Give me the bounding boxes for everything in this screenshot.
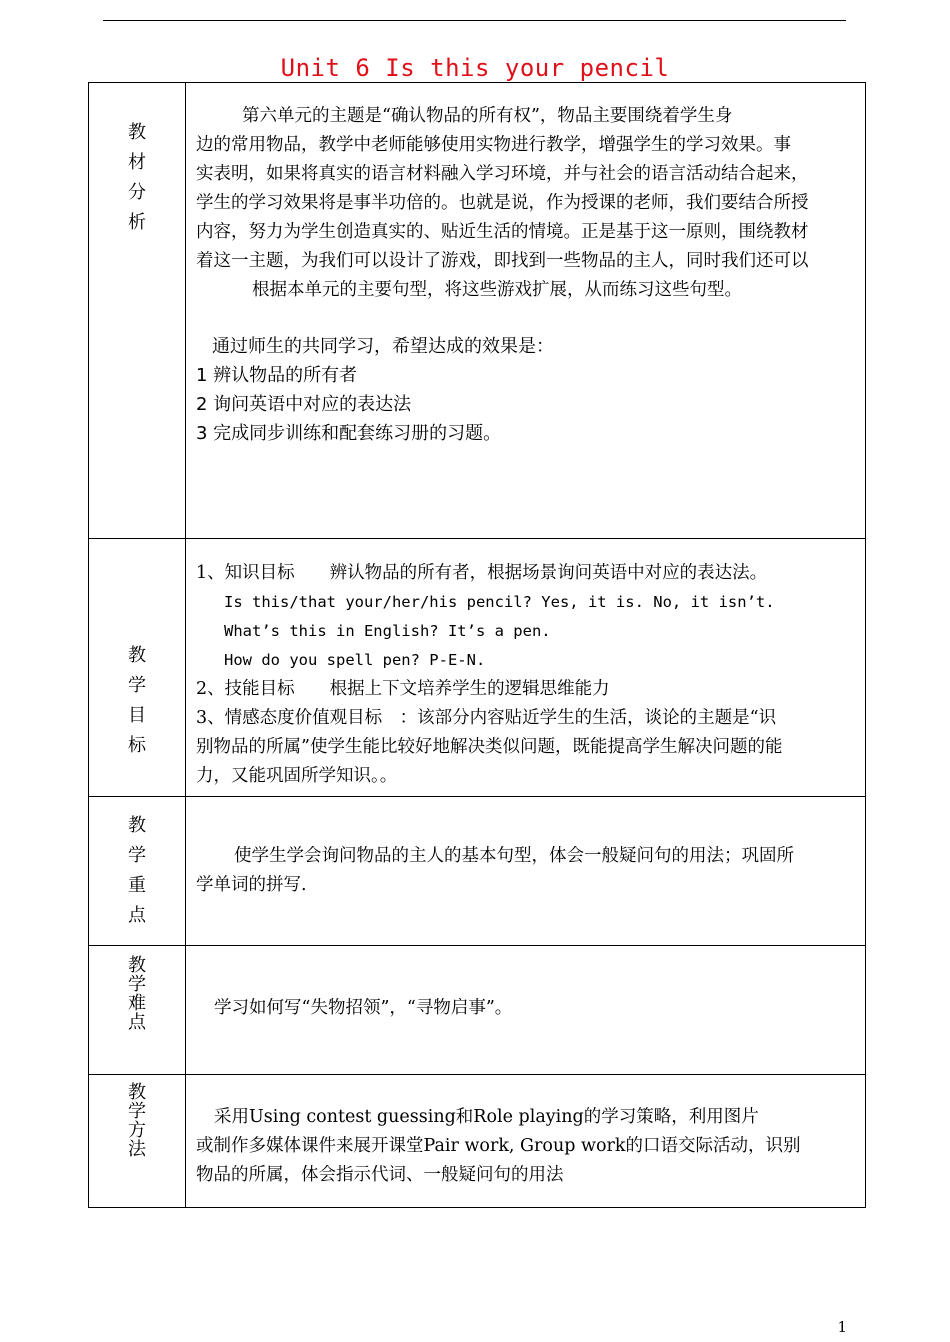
goal-item: 1 辨认物品的所有者 — [196, 365, 358, 386]
analysis-text — [186, 83, 865, 448]
label-cell-methods — [89, 1075, 186, 1208]
example-sentence: What’s this in English? It’s a pen. — [224, 622, 551, 640]
analysis-line: 着这一主题，为我们可以设计了游戏，即找到一些物品的主人，同时我们还可以 — [196, 251, 809, 271]
goal-item: 2 询问英语中对应的表达法 — [196, 394, 412, 415]
analysis-line: 边的常用物品，教学中老师能够使用实物进行教学，增强学生的学习效果。事 — [196, 135, 791, 155]
goals-intro: 通过师生的共同学习，希望达成的效果是： — [212, 336, 554, 357]
goal-item: 3 完成同步训练和配套练习册的习题。 — [196, 423, 502, 444]
label-cell-objectives — [89, 539, 186, 797]
body-cell-methods — [186, 1075, 866, 1208]
label-cell-analysis — [89, 83, 186, 539]
methods-line: 或制作多媒体课件来展开课堂Pair work, Group work的口语交际活动，识别 — [196, 1136, 801, 1156]
analysis-line: 实表明，如果将真实的语言材料融入学习环境，并与社会的语言活动结合起来， — [196, 164, 809, 184]
example-sentence: Is this/that your/her/his pencil? Yes, it is. No, it isn’t. — [224, 593, 775, 611]
key-points-line: 使学生学会询问物品的主人的基本句型，体会一般疑问句的用法；巩固所 — [234, 846, 794, 866]
page-number: 1 — [837, 1318, 847, 1336]
row-label-analysis: 教 材 分 析 — [128, 122, 146, 233]
header-rule — [103, 20, 846, 21]
label-cell-key-points — [89, 797, 186, 946]
key-points-line: 学单词的拼写. — [196, 875, 307, 895]
attitude-objective-line: 力，又能巩固所学知识。。 — [196, 766, 398, 786]
lesson-plan-table — [88, 82, 866, 1208]
goals-block — [196, 332, 857, 448]
row-key-points — [89, 797, 866, 946]
row-teaching-objectives — [89, 539, 866, 797]
body-cell-key-points — [186, 797, 866, 946]
label-cell-difficulties — [89, 946, 186, 1075]
methods-text — [186, 1075, 865, 1190]
row-teaching-methods — [89, 1075, 866, 1208]
methods-line: 物品的所属，体会指示代词、一般疑问句的用法 — [196, 1165, 564, 1185]
analysis-line: 第六单元的主题是“确认物品的所有权”，物品主要围绕着学生身 — [242, 106, 733, 126]
body-cell-difficulties — [186, 946, 866, 1075]
objectives-text — [186, 539, 865, 791]
difficulties-text — [186, 946, 865, 1023]
row-textbook-analysis — [89, 83, 866, 539]
methods-line: 采用Using contest guessing和Role playing的学习策略，利用图片 — [214, 1107, 759, 1127]
row-label-key-points: 教 学 重 点 — [128, 815, 146, 926]
row-label-objectives: 教 学 目 标 — [128, 645, 146, 756]
knowledge-objective: 1、知识目标 辨认物品的所有者，根据场景询问英语中对应的表达法。 — [196, 563, 768, 583]
row-label-methods: 教 学 方 法 — [128, 1082, 146, 1160]
body-cell-objectives — [186, 539, 866, 797]
page-title: Unit 6 Is this your pencil — [280, 54, 670, 82]
body-cell-analysis — [186, 83, 866, 539]
analysis-line: 根据本单元的主要句型，将这些游戏扩展，从而练习这些句型。 — [252, 280, 742, 300]
attitude-objective-line: 3、情感态度价值观目标 ：该部分内容贴近学生的生活，谈论的主题是“识 — [196, 708, 777, 728]
analysis-line: 学生的学习效果将是事半功倍的。也就是说，作为授课的老师，我们要结合所授 — [196, 193, 809, 213]
attitude-objective-line: 别物品的所属”使学生能比较好地解决类似问题，既能提高学生解决问题的能 — [196, 737, 783, 757]
skills-objective: 2、技能目标 根据上下文培养学生的逻辑思维能力 — [196, 679, 610, 699]
example-sentence: How do you spell pen? P-E-N. — [224, 651, 486, 669]
analysis-line: 内容，努力为学生创造真实的、贴近生活的情境。正是基于这一原则，围绕教材 — [196, 222, 809, 242]
key-points-text — [186, 797, 865, 900]
row-difficulties — [89, 946, 866, 1075]
row-label-difficulties: 教 学 难 点 — [128, 955, 146, 1033]
difficulties-line: 学习如何写“失物招领”，“寻物启事”。 — [214, 998, 513, 1018]
